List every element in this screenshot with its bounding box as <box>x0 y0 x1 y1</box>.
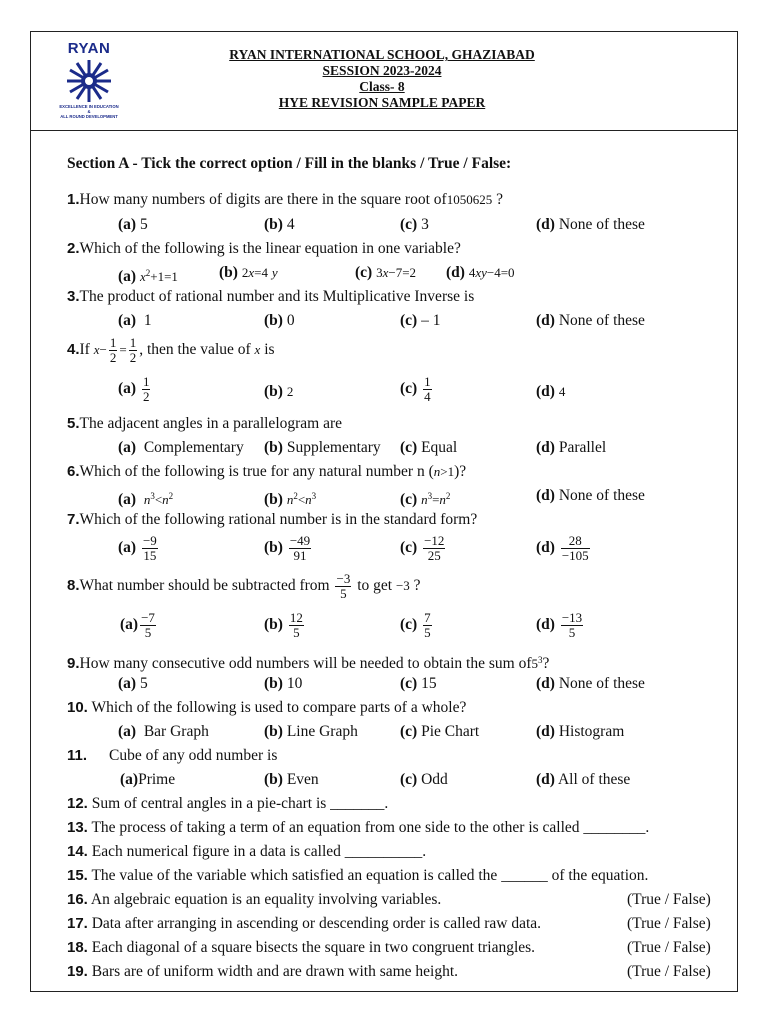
q9-option-a[interactable]: (a) 5 <box>118 675 148 692</box>
q16-true-false[interactable]: (True / False) <box>627 891 711 908</box>
q6-option-c[interactable]: (c) $n^3=n^2$ <box>400 491 451 508</box>
q3-option-c[interactable]: (c) – 1 <box>400 312 441 329</box>
q2-option-c[interactable]: (c) 3x−7=2 <box>355 264 417 281</box>
school-name: RYAN INTERNATIONAL SCHOOL, GHAZIABAD <box>229 47 535 62</box>
q8-option-a[interactable]: (a) $\frac{-7}{5}$ <box>120 610 155 640</box>
q2-option-b[interactable]: (b) 2x=4 y <box>219 264 278 281</box>
q9-option-c[interactable]: (c) 15 <box>400 675 437 692</box>
question-6: 6.Which of the following is true for any natural number n (n>1)? <box>67 463 467 480</box>
question-12: 12. Sum of central angles in a pie-chart is _______. <box>67 795 389 812</box>
q7-option-b[interactable]: (b) $\frac{-49}{91}$ <box>264 533 311 563</box>
question-13: 13. The process of taking a term of an equation from one side to the other is called ________. <box>67 819 650 836</box>
question-4: 4.If x− $\frac{1}{2}$ = $\frac{1}{2}$ , then the value of x is <box>67 335 275 365</box>
q7-option-c[interactable]: (c) $\frac{-12}{25}$ <box>400 533 445 563</box>
q9-option-b[interactable]: (b) 10 <box>264 675 303 692</box>
q5-option-d[interactable]: (d) Parallel <box>536 439 607 456</box>
question-2: 2.Which of the following is the linear equation in one variable? <box>67 240 461 257</box>
question-7: 7.Which of the following rational number is in the standard form? <box>67 511 478 528</box>
q11-option-a[interactable]: (a)Prime <box>120 771 176 788</box>
q11-option-d[interactable]: (d) All of these <box>536 771 631 788</box>
section-heading: Section A - Tick the correct option / Fill in the blanks / True / False: <box>67 155 512 172</box>
q8-option-d[interactable]: (d) $\frac{-13}{5}$ <box>536 610 583 640</box>
q4-option-d[interactable]: (d) 4 <box>536 383 566 400</box>
q5-option-a[interactable]: (a) Complementary <box>118 439 244 456</box>
q4-option-c[interactable]: (c) $\frac{1}{4}$ <box>400 374 431 404</box>
q3-option-d[interactable]: (d) None of these <box>536 312 645 329</box>
q1-option-a[interactable]: (a) 5 <box>118 216 148 233</box>
q11-option-c[interactable]: (c) Odd <box>400 771 448 788</box>
q7-option-a[interactable]: (a) $\frac{-9}{15}$ <box>118 533 157 563</box>
q3-option-a[interactable]: (a) 1 <box>118 312 152 329</box>
q1-option-d[interactable]: (d) None of these <box>536 216 645 233</box>
question-15: 15. The value of the variable which satisfied an equation is called the ______ of the equation. <box>67 867 649 884</box>
paper-title: HYE REVISION SAMPLE PAPER <box>278 95 486 110</box>
q8-option-c[interactable]: (c) $\frac{7}{5}$ <box>400 610 431 640</box>
logo-tagline: EXCELLENCE IN EDUCATION & ALL ROUND DEVELOPMENT <box>59 104 119 119</box>
q10-option-b[interactable]: (b) Line Graph <box>264 723 358 740</box>
q10-option-a[interactable]: (a) Bar Graph <box>118 723 209 740</box>
question-10: 10. Which of the following is used to compare parts of a whole? <box>67 699 467 716</box>
question-17: 17. Data after arranging in ascending or descending order is called raw data. <box>67 915 542 932</box>
q4-option-b[interactable]: (b) 2 <box>264 383 294 400</box>
q3-option-b[interactable]: (b) 0 <box>264 312 295 329</box>
q5-option-b[interactable]: (b) Supplementary <box>264 439 381 456</box>
q7-option-d[interactable]: (d) $\frac{28}{-105}$ <box>536 533 589 563</box>
class-label: Class- 8 <box>359 79 405 94</box>
q10-option-c[interactable]: (c) Pie Chart <box>400 723 480 740</box>
q10-option-d[interactable]: (d) Histogram <box>536 723 625 740</box>
question-16: 16. An algebraic equation is an equality involving variables. <box>67 891 442 908</box>
q6-option-b[interactable]: (b) $n^2<n^3$ <box>264 491 317 508</box>
q1-option-c[interactable]: (c) 3 <box>400 216 429 233</box>
q2-option-a[interactable]: (a) $x^2+1=1$ <box>118 268 178 285</box>
question-5: 5.The adjacent angles in a parallelogram are <box>67 415 343 432</box>
q6-option-a[interactable]: (a) $n^3<n^2$ <box>118 491 174 508</box>
q6-option-d[interactable]: (d) None of these <box>536 487 645 504</box>
q9-option-d[interactable]: (d) None of these <box>536 675 645 692</box>
q8-option-b[interactable]: (b) $\frac{12}{5}$ <box>264 610 303 640</box>
question-3: 3.The product of rational number and its Multiplicative Inverse is <box>67 288 475 305</box>
q5-option-c[interactable]: (c) Equal <box>400 439 458 456</box>
q18-true-false[interactable]: (True / False) <box>627 939 711 956</box>
question-14: 14. Each numerical figure in a data is called __________. <box>67 843 427 860</box>
question-9: 9.How many consecutive odd numbers will be needed to obtain the sum $of5^3$? <box>67 655 550 672</box>
q17-true-false[interactable]: (True / False) <box>627 915 711 932</box>
question-11: 11. Cube of any odd number is <box>67 747 278 764</box>
question-1: 1.How many numbers of digits are there in the square root of1050625 ? <box>67 191 503 208</box>
logo-name: RYAN <box>67 40 111 57</box>
question-18: 18. Each diagonal of a square bisects the square in two congruent triangles. <box>67 939 536 956</box>
q2-option-d[interactable]: (d) 4xy−4=0 <box>446 264 515 281</box>
question-19: 19. Bars are of uniform width and are drawn with same height. <box>67 963 459 980</box>
q19-true-false[interactable]: (True / False) <box>627 963 711 980</box>
q11-option-b[interactable]: (b) Even <box>264 771 319 788</box>
q4-option-a[interactable]: (a) $\frac{1}{2}$ <box>118 374 150 404</box>
question-8: 8.What number should be subtracted from $\frac{-3}{5}$ to get −3 ? <box>67 571 421 601</box>
session: SESSION 2023-2024 <box>322 63 442 78</box>
q1-option-b[interactable]: (b) 4 <box>264 216 295 233</box>
